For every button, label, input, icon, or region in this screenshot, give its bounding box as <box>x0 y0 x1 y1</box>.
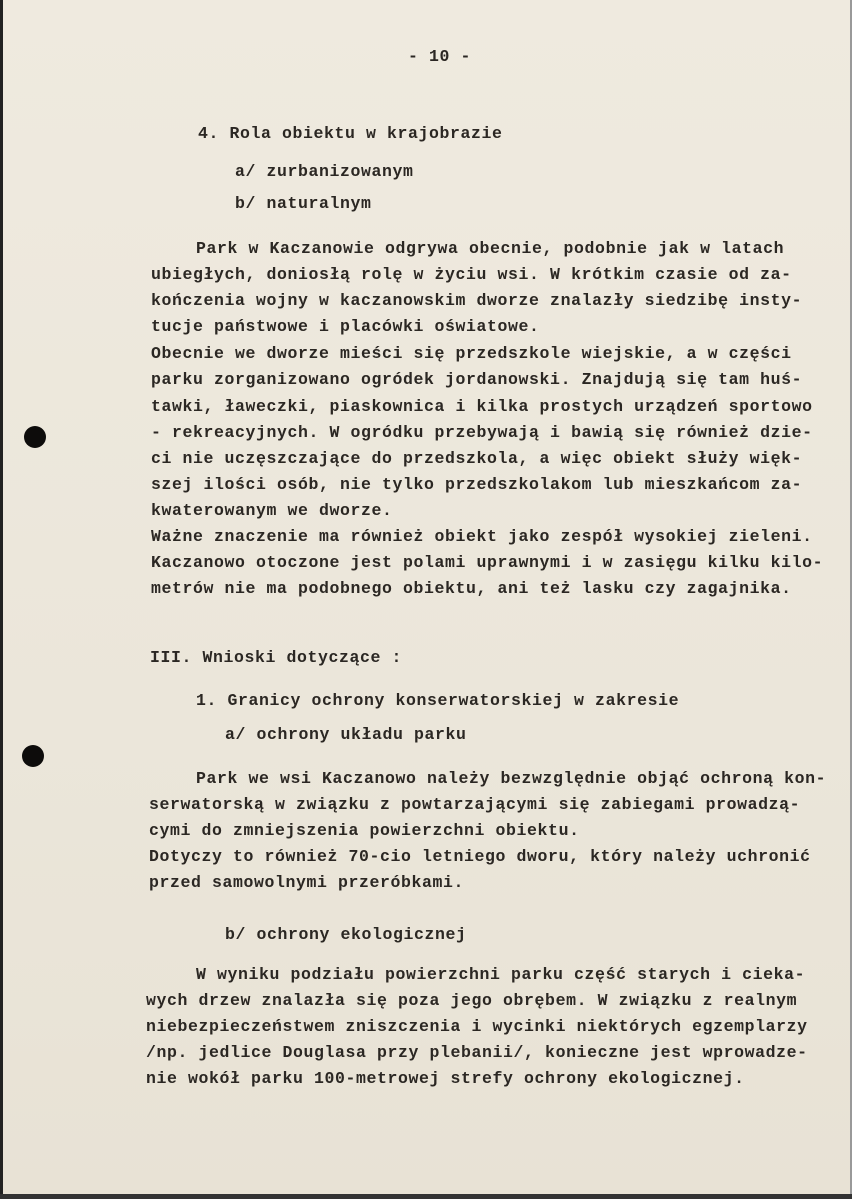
para1-line: ubiegłych, doniosłą rolę w życiu wsi. W krótkim czasie od za- <box>151 265 792 284</box>
para1-line: metrów nie ma podobnego obiektu, ani też lasku czy zagajnika. <box>151 579 792 598</box>
section-3-sub-1a: a/ ochrony układu parku <box>225 725 467 744</box>
section-4-heading: 4. Rola obiektu w krajobrazie <box>198 124 503 143</box>
section-4-item-b: b/ naturalnym <box>235 194 372 213</box>
para1-line: Obecnie we dworze mieści się przedszkole wiejskie, a w części <box>151 344 792 363</box>
para3-line: /np. jedlice Douglasa przy plebanii/, konieczne jest wprowadze- <box>146 1043 808 1062</box>
para1-line: tucje państwowe i placówki oświatowe. <box>151 317 540 336</box>
para1-line: Kaczanowo otoczone jest polami uprawnymi i w zasięgu kilku kilo- <box>151 553 824 572</box>
section-3-heading: III. Wnioski dotyczące : <box>150 648 403 667</box>
para1-line: kwaterowanym we dworze. <box>151 501 393 520</box>
para1-line: parku zorganizowano ogródek jordanowski. Znajdują się tam huś- <box>151 370 803 389</box>
scan-border-bottom <box>0 1194 852 1199</box>
para1-line: Ważne znaczenie ma również obiekt jako zespół wysokiej zieleni. <box>151 527 813 546</box>
para2-line: cymi do zmniejszenia powierzchni obiektu. <box>149 821 580 840</box>
para1-line: ci nie uczęszczające do przedszkola, a więc obiekt służy więk- <box>151 449 803 468</box>
para2-line: Dotyczy to również 70-cio letniego dworu, który należy uchronić <box>149 847 811 866</box>
punch-hole-bottom <box>22 745 44 767</box>
para2-line: serwatorską w związku z powtarzającymi się zabiegami prowadzą- <box>149 795 801 814</box>
punch-hole-top <box>24 426 46 448</box>
section-4-item-a: a/ zurbanizowanym <box>235 162 414 181</box>
para1-line: kończenia wojny w kaczanowskim dworze znalazły siedzibę insty- <box>151 291 803 310</box>
section-3-sub-1: 1. Granicy ochrony konserwatorskiej w zakresie <box>196 691 680 710</box>
para1-line: szej ilości osób, nie tylko przedszkolakom lub mieszkańcom za- <box>151 475 803 494</box>
para1-line: tawki, ławeczki, piaskownica i kilka prostych urządzeń sportowo <box>151 397 813 416</box>
para2-line: przed samowolnymi przeróbkami. <box>149 873 465 892</box>
para3-line: nie wokół parku 100-metrowej strefy ochrony ekologicznej. <box>146 1069 745 1088</box>
scan-border-left <box>0 0 3 1199</box>
para1-line: - rekreacyjnych. W ogródku przebywają i bawią się również dzie- <box>151 423 813 442</box>
para3-line: W wyniku podziału powierzchni parku część starych i cieka- <box>196 965 806 984</box>
section-3-sub-1b: b/ ochrony ekologicznej <box>225 925 467 944</box>
para2-line: Park we wsi Kaczanowo należy bezwzględnie objąć ochroną kon- <box>196 769 827 788</box>
para3-line: wych drzew znalazła się poza jego obrębem. W związku z realnym <box>146 991 798 1010</box>
para3-line: niebezpieczeństwem zniszczenia i wycinki niektórych egzemplarzy <box>146 1017 808 1036</box>
para1-line: Park w Kaczanowie odgrywa obecnie, podobnie jak w latach <box>196 239 785 258</box>
page-number: - 10 - <box>408 47 472 66</box>
